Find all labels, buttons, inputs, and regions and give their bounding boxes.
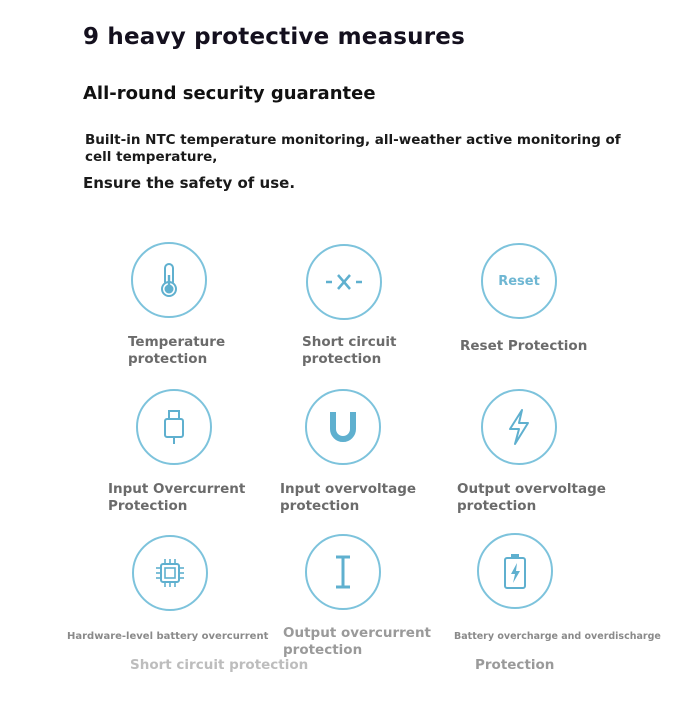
feature-label: Reset Protection [460,338,588,354]
feature-battery [477,533,553,609]
feature-hardware-overcurrent [132,535,208,611]
description-text-2: Ensure the safety of use. [83,174,296,192]
lightning-icon [504,408,534,446]
short-circuit-icon [324,272,364,292]
feature-input-overcurrent [136,389,212,465]
feature-label: Short circuit protection [302,334,397,367]
battery-icon [502,552,528,590]
feature-temperature [131,242,207,318]
feature-label: Input Overcurrent Protection [108,481,246,514]
description-text: Built-in NTC temperature monitoring, all-weather active monitoring of cell temperature, [85,132,621,165]
feature-short-circuit [306,244,382,320]
feature-label: Output overcurrent protection [283,625,432,658]
reset-icon: Reset [498,273,540,289]
feature-label: Output overvoltage protection [457,481,606,514]
plug-icon [160,408,188,446]
feature-output-overcurrent [305,534,381,610]
feature-label-faint: Short circuit protection [130,657,309,673]
feature-label: Battery overcharge and overdischarge [454,631,661,642]
feature-label: Protection [475,657,555,673]
feature-input-overvoltage [305,389,381,465]
page-title: 9 heavy protective measures [83,24,465,50]
feature-output-overvoltage [481,389,557,465]
thermometer-icon [154,261,184,299]
feature-reset [481,243,557,319]
feature-label: Input overvoltage protection [280,481,417,514]
page-subtitle: All-round security guarantee [83,83,376,104]
feature-label: Hardware-level battery overcurrent [67,631,269,642]
chip-icon [153,556,187,590]
magnet-icon [326,409,360,445]
feature-label: Temperature protection [128,334,226,367]
current-icon [331,553,355,591]
